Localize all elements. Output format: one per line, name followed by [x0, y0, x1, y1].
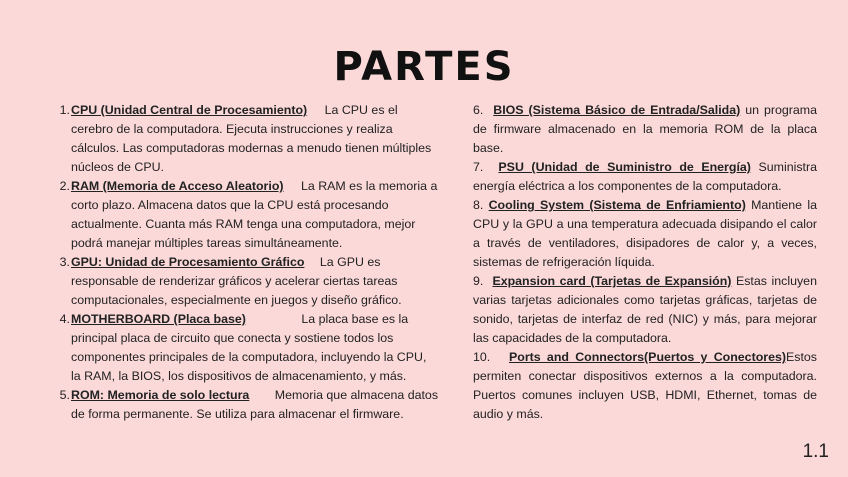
item-body: Estas incluyen varias tarjetas adicionales como tarjetas gráficas, tarjetas de sonido, tarjetas de interfaz de red (NIC) y más, para mejorar las capacidades de la computadora. — [473, 274, 817, 345]
item-number: 8. — [473, 198, 484, 212]
item-body: La GPU es responsable de renderizar gráficos y acelerar ciertas tareas computacionales, especialmente en juegos y diseño gráfico. — [71, 255, 402, 307]
item-number: 10. — [473, 350, 491, 364]
page-number: 1.1 — [802, 441, 829, 462]
item-heading: GPU: Unidad de Procesamiento Gráfico — [71, 255, 305, 269]
list-item — [473, 158, 817, 196]
list-item — [55, 101, 439, 177]
item-number: 1. — [59, 103, 70, 117]
item-heading: Expansion card (Tarjetas de Expansión) — [492, 274, 732, 288]
item-heading: Cooling System (Sistema de Enfriamiento) — [488, 198, 746, 212]
item-body: Estos permiten conectar dispositivos externos a la computadora. Puertos comunes incluyen USB, HDMI, Ethernet, tomas de audio y más. — [473, 350, 817, 421]
item-heading: PSU (Unidad de Suministro de Energía) — [498, 160, 751, 174]
list-item — [473, 101, 817, 158]
item-number: 6. — [473, 103, 484, 117]
item-heading: Ports and Connectors(Puertos y Conectores) — [509, 350, 786, 364]
list-item — [473, 348, 817, 424]
item-number: 4. — [59, 312, 70, 326]
item-body: Memoria que almacena datos de forma permanente. Se utiliza para almacenar el firmware. — [71, 388, 439, 421]
item-body: La CPU es el cerebro de la computadora. Ejecuta instrucciones y realiza cálculos. Las computadoras modernas a menudo tienen múltiples núcleos de CPU. — [71, 103, 432, 174]
item-body: un programa de firmware almacenado en la memoria ROM de la placa base. — [473, 103, 817, 155]
item-number: 7. — [473, 160, 484, 174]
slide-title: PARTES — [333, 44, 515, 90]
item-heading: CPU (Unidad Central de Procesamiento) — [71, 103, 308, 117]
list-item — [55, 386, 439, 424]
item-heading: BIOS (Sistema Básico de Entrada/Salida) — [493, 103, 741, 117]
item-heading: ROM: Memoria de solo lectura — [71, 388, 250, 402]
list-item — [55, 253, 439, 310]
item-body: La RAM es la memoria a corto plazo. Almacena datos que la CPU está procesando actualmente. Cuanta más RAM tenga una computadora, mejor podrá manejar múltiples tareas simultáneamente. — [71, 179, 438, 250]
item-heading: RAM (Memoria de Acceso Aleatorio) — [71, 179, 284, 193]
list-item — [55, 310, 439, 386]
list-item — [473, 196, 817, 272]
item-body: Suministra energía eléctrica a los componentes de la computadora. — [473, 160, 817, 193]
item-heading: MOTHERBOARD (Placa base) — [71, 312, 246, 326]
left-column — [55, 101, 439, 424]
item-number: 2. — [59, 179, 70, 193]
item-number: 9. — [473, 274, 484, 288]
list-item — [55, 177, 439, 253]
item-number: 3. — [59, 255, 70, 269]
list-item — [473, 272, 817, 348]
item-body: Mantiene la CPU y la GPU a una temperatura adecuada disipando el calor a través de ventiladores, disipadores de calor y, a veces, sistemas de refrigeración líquida. — [473, 198, 817, 269]
item-number: 5. — [59, 388, 70, 402]
right-column — [473, 101, 817, 424]
item-body: La placa base es la principal placa de circuito que conecta y sostiene todos los componentes principales de la computadora, incluyendo la CPU, la RAM, la BIOS, los dispositivos de almacenamiento, y más. — [71, 312, 427, 383]
